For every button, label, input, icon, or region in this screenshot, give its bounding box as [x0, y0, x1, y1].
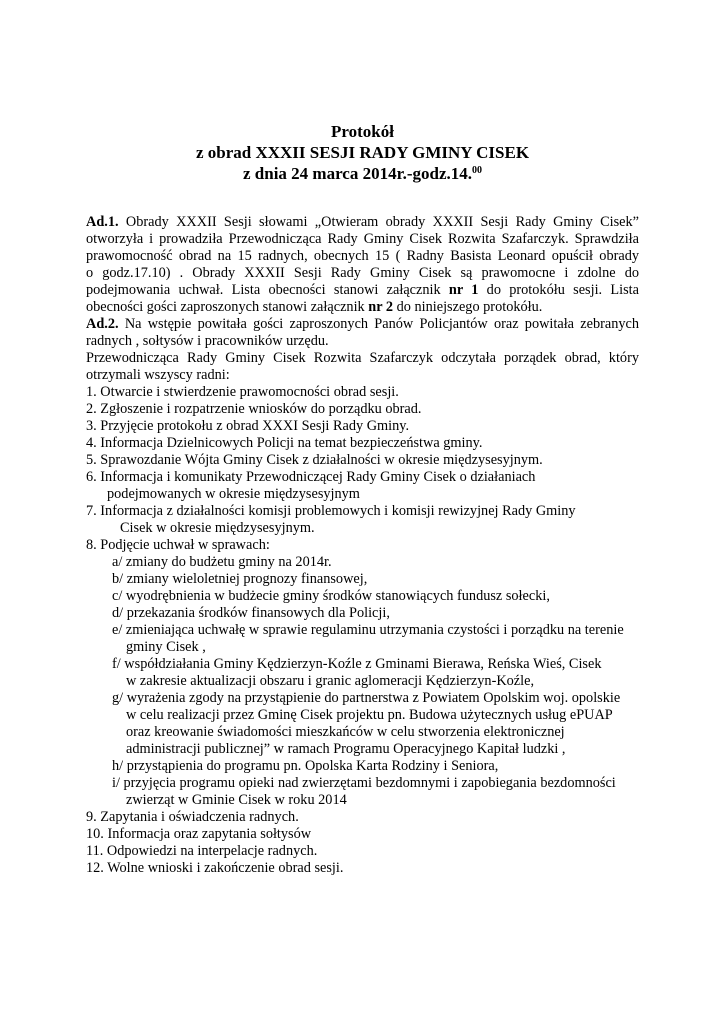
- ad1-line-1: [86, 214, 639, 231]
- doc-date-main: z dnia 24 marca 2014r.-godz.14.: [242, 164, 473, 183]
- ad1-label: Ad.1.: [86, 214, 119, 230]
- ad2-label: Ad.2.: [86, 316, 119, 332]
- agenda-item: 10. Informacja oraz zapytania sołtysów: [86, 826, 312, 842]
- resolution-item: a/ zmiany do budżetu gminy na 2014r.: [112, 554, 332, 570]
- agenda-item: 7. Informacja z działalności komisji problemowych i komisji rewizyjnej Rady Gminy: [86, 503, 576, 519]
- agenda-item: 5. Sprawozdanie Wójta Gminy Cisek z działalności w okresie międzysesyjnym.: [86, 452, 543, 468]
- ad1-line-3: prawomocność obrad na 15 radnych, obecnych 15 ( Radny Basista Leonard opuścił obrady: [86, 248, 639, 264]
- agenda-item: 6. Informacja i komunikaty Przewodniczącej Rady Gminy Cisek o działaniach: [86, 469, 536, 485]
- resolution-item-cont: gminy Cisek ,: [126, 639, 206, 655]
- ad1-line-5: [86, 282, 639, 299]
- attachment-nr1: nr 1: [448, 282, 479, 298]
- ad1-text-1: Obrady XXXII Sesji słowami „Otwieram obrady XXXII Sesji Rady Gminy Cisek”: [125, 214, 640, 230]
- agenda-item: 2. Zgłoszenie i rozpatrzenie wniosków do porządku obrad.: [86, 401, 422, 417]
- agenda-item: 11. Odpowiedzi na interpelacje radnych.: [86, 843, 318, 859]
- attachment-nr2: nr 2: [368, 299, 394, 315]
- resolution-item-cont: w celu realizacji przez Gminę Cisek projektu pn. Budowa użytecznych usług ePUAP: [126, 707, 613, 723]
- doc-date: [0, 164, 725, 184]
- agenda-item: 9. Zapytania i oświadczenia radnych.: [86, 809, 299, 825]
- doc-subtitle: z obrad XXXII SESJI RADY GMINY CISEK: [195, 143, 530, 162]
- ad1-text-5a: podejmowania uchwał. Lista obecności stanowi załącznik: [86, 282, 449, 298]
- resolution-item: f/ współdziałania Gminy Kędzierzyn-Koźle z Gminami Bierawa, Reńska Wieś, Cisek: [112, 656, 602, 672]
- agenda-item-cont: Cisek w okresie międzysesyjnym.: [120, 520, 315, 536]
- ad2-line-2: radnych , sołtysów i pracowników urzędu.: [86, 333, 329, 349]
- agenda-item: 8. Podjęcie uchwał w sprawach:: [86, 537, 270, 553]
- resolution-item: h/ przystąpienia do programu pn. Opolska Karta Rodziny i Seniora,: [112, 758, 499, 774]
- agenda-item: 3. Przyjęcie protokołu z obrad XXXI Sesji Rady Gminy.: [86, 418, 410, 434]
- ad1-text-6c: do niniejszego protokółu.: [393, 299, 543, 315]
- agenda-item-cont: podejmowanych w okresie międzysesyjnym: [107, 486, 360, 502]
- ad1-text-5c: do protokółu sesji. Lista: [478, 282, 639, 298]
- resolution-item-cont: zwierząt w Gminie Cisek w roku 2014: [126, 792, 347, 808]
- doc-title: Protokół: [331, 122, 394, 141]
- ad1-line-2: otworzyła i prowadziła Przewodnicząca Rady Gminy Cisek Rozwita Szafarczyk. Sprawdziła: [86, 231, 639, 247]
- resolution-item: e/ zmieniająca uchwałę w sprawie regulaminu utrzymania czystości i porządku na terenie: [112, 622, 624, 638]
- resolution-item: c/ wyodrębnienia w budżecie gminy środków stanowiących fundusz sołecki,: [112, 588, 550, 604]
- ad1-line-6: [86, 299, 542, 316]
- agenda-item: 12. Wolne wnioski i zakończenie obrad sesji.: [86, 860, 344, 876]
- resolution-item: g/ wyrażenia zgody na przystąpienie do partnerstwa z Powiatem Opolskim woj. opolskie: [112, 690, 621, 706]
- resolution-item-cont: administracji publicznej” w ramach Programu Operacyjnego Kapitał ludzki ,: [126, 741, 566, 757]
- doc-date-sup: 00: [472, 165, 483, 176]
- agenda-item: 1. Otwarcie i stwierdzenie prawomocności obrad sesji.: [86, 384, 399, 400]
- ad2-line-1: [86, 316, 639, 333]
- resolution-item-cont: oraz kreowanie świadomości mieszkańców w celu stworzenia elektronicznej: [126, 724, 565, 740]
- ad2-line-3: Przewodnicząca Rady Gminy Cisek Rozwita Szafarczyk odczytała porządek obrad, który: [86, 350, 639, 366]
- resolution-item: b/ zmiany wieloletniej prognozy finansowej,: [112, 571, 368, 587]
- resolution-item: i/ przyjęcia programu opieki nad zwierzętami bezdomnymi i zapobiegania bezdomności: [112, 775, 616, 791]
- agenda-item: 4. Informacja Dzielnicowych Policji na temat bezpieczeństwa gminy.: [86, 435, 483, 451]
- ad2-text-1: Na wstępie powitała gości zaproszonych Panów Policjantów oraz powitała zebranych: [124, 316, 639, 332]
- ad2-line-4: otrzymali wszyscy radni:: [86, 367, 230, 383]
- resolution-item-cont: w zakresie aktualizacji obszaru i granic aglomeracji Kędzierzyn-Koźle,: [126, 673, 535, 689]
- ad1-text-6a: obecności gości zaproszonych stanowi załącznik: [86, 299, 369, 315]
- ad1-line-4: o godz.17.10) . Obrady XXXII Sesji Rady Gminy Cisek są prawomocne i zdolne do: [86, 265, 639, 281]
- resolution-item: d/ przekazania środków finansowych dla Policji,: [112, 605, 390, 621]
